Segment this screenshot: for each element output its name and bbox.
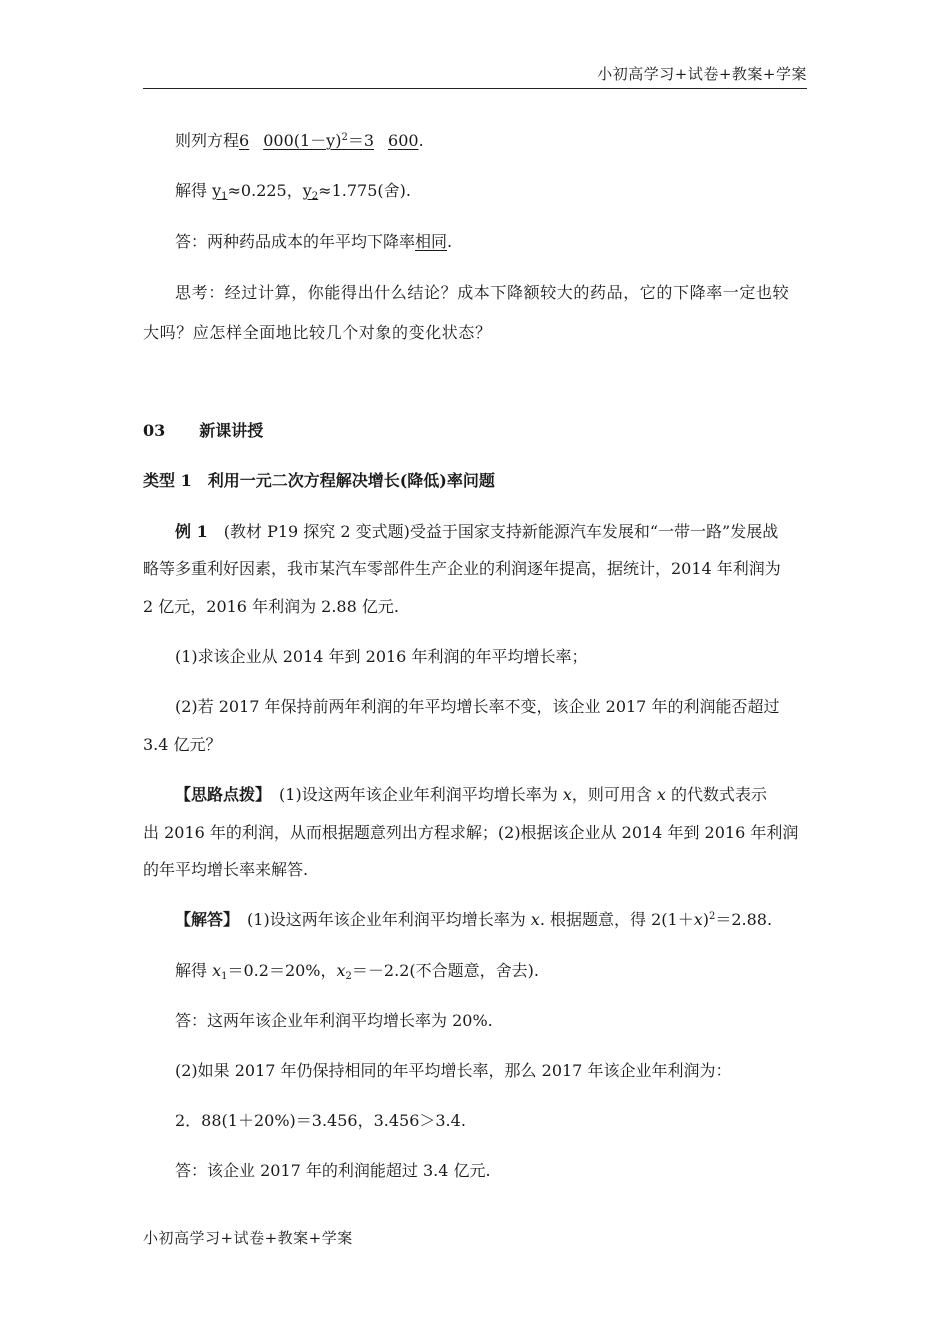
question-2-line-2: 3.4 亿元？ [143, 735, 222, 754]
section-number: 03 [143, 421, 166, 440]
example-line-1: 例 1 (教材 P19 探究 2 变式题)受益于国家支持新能源汽车发展和“一带一路”发展战 [175, 522, 779, 541]
hint-line-3: 的年平均增长率来解答. [143, 860, 309, 879]
equation-prefix: 则列方程 [175, 131, 240, 150]
hint-line-1: 【思路点拨】 (1)设这两年该企业年利润平均增长率为 x，则可用含 x 的代数式表示 [175, 785, 768, 804]
example-line-2: 略等多重利好因素，我市某汽车零部件生产企业的利润逐年提高，据统计，2014 年利润为 [143, 559, 781, 578]
solution-roots-line: 解得 $y_1\approx 0.225$，$y_2\approx 1.775$(舍). [175, 181, 411, 202]
solution-line-5: 2．88(1＋20%)＝3.456，3.456＞3.4. [175, 1111, 466, 1130]
answer-underlined-word: 相同 [415, 232, 448, 251]
section-heading [143, 418, 263, 441]
solution-line-4: (2)如果 2017 年仍保持相同的年平均增长率，那么 2017 年该企业年利润为： [175, 1061, 732, 1080]
think-line-1: 思考：经过计算，你能得出什么结论？成本下降额较大的药品，它的下降率一定也较 [175, 283, 790, 302]
section-title: 新课讲授 [199, 421, 264, 440]
solution-line-3: 答：这两年该企业年利润平均增长率为 20%. [175, 1011, 493, 1030]
page-footer: 小初高学习+试卷+教案+学案 [143, 1229, 353, 1247]
equation-line: 则列方程6 $000(1-y)^2=3$ 600. [175, 131, 424, 150]
example-label: 例 1 [175, 522, 208, 541]
hint-label: 【思路点拨】 [175, 785, 264, 804]
example-source: (教材 P19 探究 2 变式题) [223, 522, 410, 541]
example-line-3: 2 亿元，2016 年利润为 2.88 亿元. [143, 597, 399, 616]
question-1: (1)求该企业从 2014 年到 2016 年利润的年平均增长率； [175, 647, 588, 666]
solution-label: 【解答】 [175, 910, 232, 929]
answer-line: 答：两种药品成本的年平均下降率相同. [175, 232, 453, 251]
header-rule [143, 88, 807, 89]
think-line-2: 大吗？应怎样全面地比较几个对象的变化状态？ [143, 323, 492, 342]
root-y1: $y_1$ [212, 181, 228, 202]
page-header: 小初高学习+试卷+教案+学案 [597, 65, 807, 83]
equation-underlined: 6 $000(1-y)^2=3$ 600 [239, 131, 419, 150]
solution-line-2: 解得 $x_1=0.2=20\%$，$x_2=-2.2$(不合题意，舍去). [175, 961, 539, 982]
solution-line-1: 【解答】 (1)设这两年该企业年利润平均增长率为 x. 根据题意，得 $2(1+x)^2=2.88$. [175, 910, 773, 929]
root-y2: $y_2$ [302, 181, 319, 202]
solution-line-6: 答：该企业 2017 年的利润能超过 3.4 亿元. [175, 1161, 491, 1180]
hint-line-2: 出 2016 年的利润，从而根据题意列出方程求解；(2)根据该企业从 2014 年到 2016 年利润 [143, 823, 799, 842]
question-2-line-1: (2)若 2017 年保持前两年利润的年平均增长率不变，该企业 2017 年的利润能否超过 [175, 697, 780, 716]
type-heading: 类型 1 利用一元二次方程解决增长(降低)率问题 [143, 471, 495, 490]
